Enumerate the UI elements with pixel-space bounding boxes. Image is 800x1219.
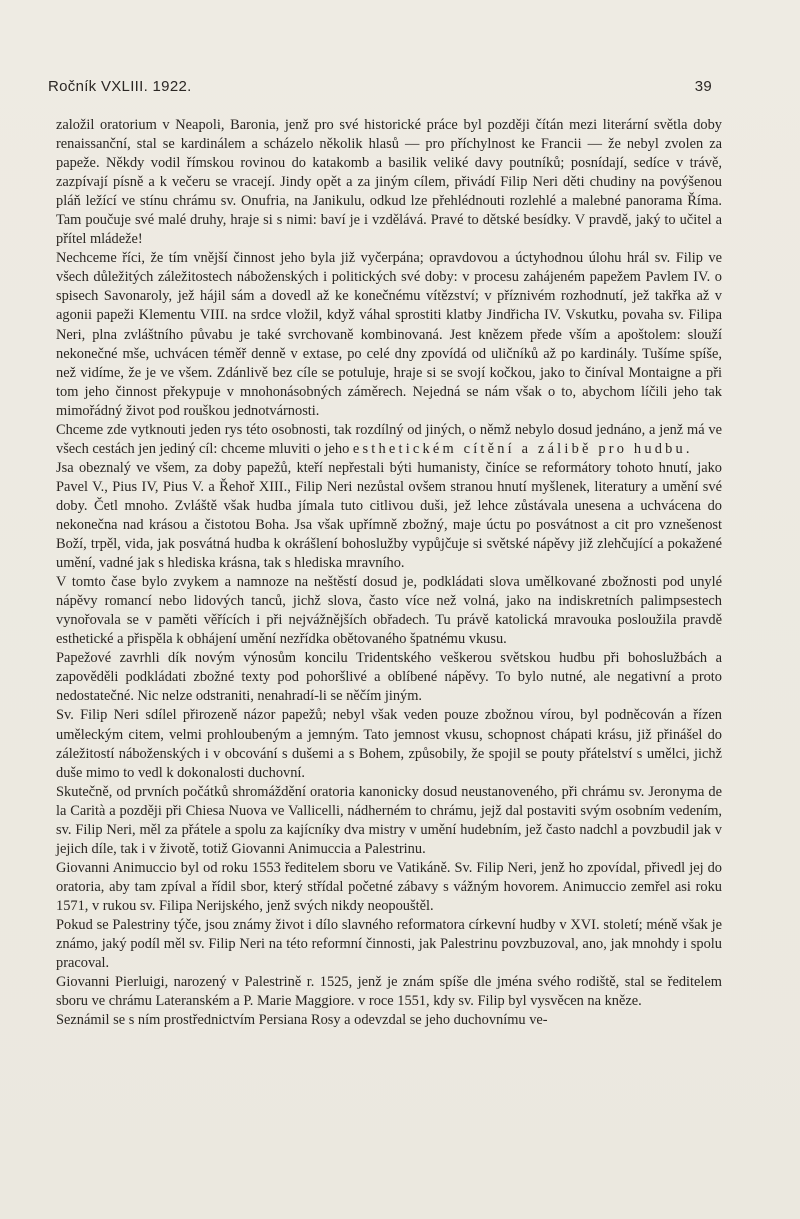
paragraph — [56, 421, 722, 459]
paragraph: Sv. Filip Neri sdílel přirozeně názor papežů; nebyl však veden pouze zbožnou vírou, byl podněcován a řízen uměleckým citem, velmi prohloubeným a jemným. Tato jemnost vkusu, schopnost chápati krásu, již přinášel do záležitostí náboženských i v obcování s dušemi a s Bohem, způsobily, že spojil se pouty přátelství s umělci, jichž duše mimo to vedl k dokonalosti duchovní. — [56, 707, 722, 781]
paragraph: Jsa obeznalý ve všem, za doby papežů, kteří nepřestali býti humanisty, činíce se reformátory tohoto hnutí, jako Pavel V., Pius IV, Pius V. a Řehoř XIII., Filip Neri nezůstal ovšem stranou hnutí myšlenek, literatury a umění své doby. Četl mnoho. Zvláště však hudba jímala tuto citlivou duši, jež lehce zůstávala unesena a uchvácena do nekonečna nad krásou a čistotou Boha. Jsa však upřímně zbožný, maje úctu po posvátnost a cit pro vznešenost Boží, trpěl, vida, jak posvátná hudba k okrášlení bohoslužby vypůjčuje si světské nápěvy již zlehčující a pokažené umění, vadné jak s hlediska krásna, tak s hlediska mravního. — [56, 459, 722, 572]
paragraph: založil oratorium v Neapoli, Baronia, jenž pro své historické práce byl později čítán mezi literární světla doby renaissanční, stal se kardinálem a scházelo několik hlasů — pro příchylnost ke Francii — že nebyl zvolen za papeže. Někdy vodil římskou rovinou do katakomb a basilik veliké davy poutníků; posnídají, sedíce v trávě, zazpívají písně a k večeru se vracejí. Jindy opět a za jiným cílem, přivádí Filip Neri děti chudiny na povýšenou pláň ležící ve stínu chrámu sv. Onufria, na Janikulu, odkud lze přehlédnouti rozlehlé a malebné panorama Říma. Tam poučuje své malé druhy, hraje si s nimi: baví je i vzdělává. Pravé to dětské besídky. V pravdě, jaký to učitel a přítel mládeže! — [56, 117, 722, 248]
paragraph: Papežové zavrhli dík novým výnosům koncilu Tridentského veškerou světskou hudbu při bohoslužbách a zapověděli podkládati zbožné texty pod pohoršlivé a oblíbené nápěvy. To bylo nutné, ale negativní a proto nedostatečné. Nic nelze odstraniti, nenahradí-li se něčím jiným. — [56, 650, 722, 705]
paragraph: Giovanni Pierluigi, narozený v Palestrině r. 1525, jenž je znám spíše dle jména svého rodiště, stal se ředitelem sboru ve chrámu Lateranském a P. Marie Maggiore. v roce 1551, kdy sv. Filip byl vysvěcen na kněze. — [56, 974, 722, 1010]
body-text — [56, 116, 722, 1030]
paragraph: Skutečně, od prvních počátků shromáždění oratoria kanonicky dosud neustanoveného, při chrámu sv. Jeronyma de la Carità a později při Chiesa Nuova ve Vallicelli, nádherném to chrámu, jejž dal postaviti svým osobním vedením, sv. Filip Neri, měl za přátele a spolu za kajícníky dva mistry v umění hudebním, jež často nadchl a povzbudil jak v jejich díle, tak i v životě, totiž Giovanni Animuccia a Palestrinu. — [56, 783, 722, 857]
paragraph-text: Chceme zde vytknouti jeden rys této osobnosti, tak rozdílný od jiných, o němž nebylo dosud jednáno, a jenž má ve všech cestách jen jediný cíl: chceme mluviti o jeho — [56, 421, 722, 457]
paragraph: Giovanni Animuccio byl od roku 1553 ředitelem sboru ve Vatikáně. Sv. Filip Neri, jenž ho zpovídal, přivedl jej do oratoria, aby tam zpíval a řídil sbor, který střídal početné zábavy s vážným hovorem. Animuccio zemřel asi roku 1571, v rukou sv. Filipa Nerijského, jenž svých nikdy neopouštěl. — [56, 859, 722, 914]
spaced-emphasis: esthetickém cítění a zálibě pro hudbu. — [352, 440, 693, 457]
paragraph: V tomto čase bylo zvykem a namnoze na neštěstí dosud je, podkládati slova umělkované zbožnosti pod unylé nápěvy romancí nebo lidových tanců, jichž slova, často více než volná, jako na indiskretních palimpsestech vynořovala se v paměti věřících i při nejvážnějších obřadech. Tu právě katolická mravouka posloužila pravdě esthetické a přispěla k obhájení umění nezřídka obětovaného špatnému vkusu. — [56, 574, 722, 648]
page-header — [48, 78, 712, 95]
paragraph: Pokud se Palestriny týče, jsou známy život i dílo slavného reformatora církevní hudby v XVI. století; méně však je známo, jaký podíl měl sv. Filip Neri na této reformní činnosti, jak Palestrinu povzbuzoval, ano, jak mnohdy i spolu pracoval. — [56, 916, 722, 972]
paragraph: Seznámil se s ním prostřednictvím Persiana Rosy a odevzdal se jeho duchovnímu ve- — [56, 1012, 548, 1029]
paragraph: Nechceme říci, že tím vnější činnost jeho byla již vyčerpána; opravdovou a úctyhodnou úlohu hrál sv. Filip ve všech důležitých záležitostech náboženských i politických své doby: v procesu zahájeném papežem Pavlem IV. o spisech Savonaroly, jež hájil sám a dovedl až ke konečnému vítězství; v příznivém rozhodnutí, jež takřka až v agonii papeži Klementu VIII. na srdce vložil, když váhal sprostiti klatby Jindřicha IV. Vskutku, povaha sv. Filipa Neri, plna zvláštního půvabu je také svrchovaně kombinovaná. Jest knězem přede vším a apoštolem: slouží nekonečné mše, uchvácen téměř denně v extase, po celé dny zpovídá od uličníků až po kardinály. Tušíme spíše, než vidíme, že je ve všem. Zdánlivě bez cíle se potuluje, hraje si se svojí kočkou, jako to činíval Montaigne a při tom jeho činnost překypuje v mnohonásobných záměrech. Nejedná se nám však o to, abychom líčili jeho tak mimořádný život pod rouškou jednotvárnosti. — [56, 250, 722, 419]
page-number: 39 — [694, 78, 712, 95]
running-title: Ročník VXLIII. 1922. — [48, 78, 192, 95]
